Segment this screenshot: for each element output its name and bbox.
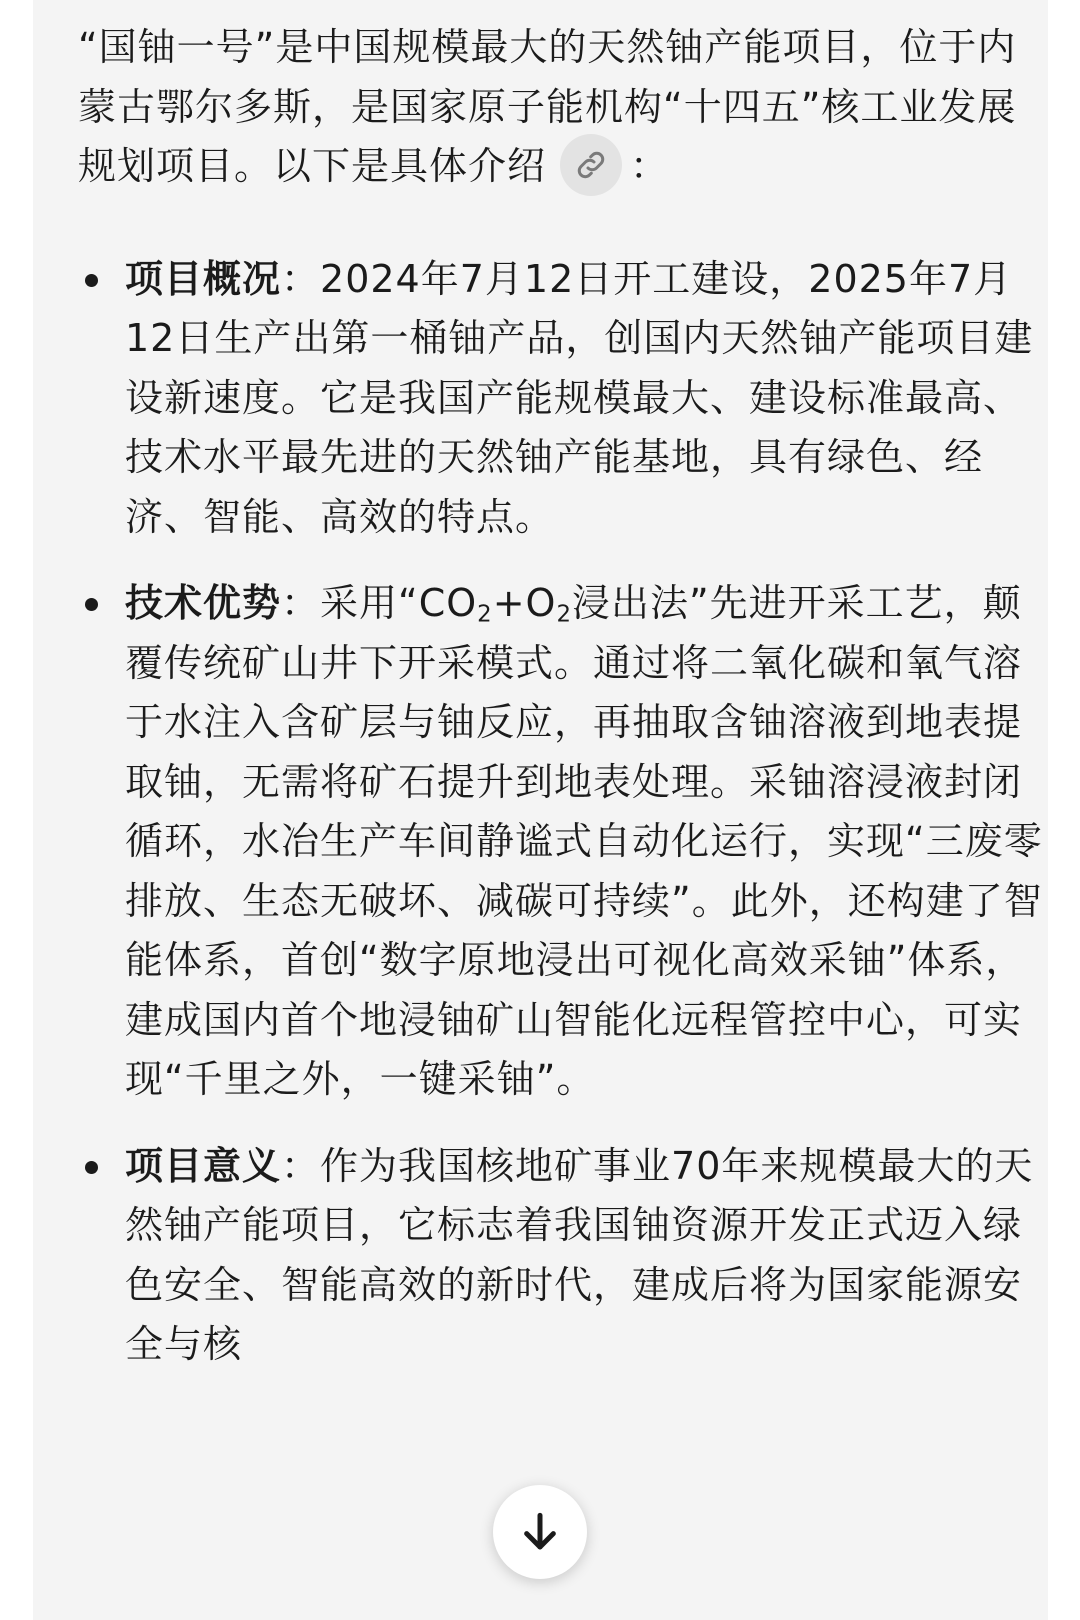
intro-tail: ： bbox=[630, 144, 670, 188]
list-item bbox=[78, 574, 1048, 1110]
intro-text: “国铀一号”是中国规模最大的天然铀产能项目，位于内蒙古鄂尔多斯，是国家原子能机构“十四五”核工业发展规划项目。以下是具体介绍 bbox=[78, 25, 1017, 188]
arrow-down-icon bbox=[520, 1510, 560, 1554]
intro-paragraph bbox=[78, 18, 1048, 200]
bullet-dot bbox=[85, 274, 98, 287]
link-icon[interactable] bbox=[560, 134, 622, 196]
subscript: 2 bbox=[556, 601, 572, 628]
point-body-mid: +O bbox=[492, 581, 557, 625]
list-item bbox=[78, 1137, 1048, 1375]
point-body-post: 浸出法”先进开采工艺，颠覆传统矿山井下开采模式。通过将二氧化碳和氧气溶于水注入含矿层与铀反应，再抽取含铀溶液到地表提取铀，无需将矿石提升到地表处理。采铀溶浸液封闭循环，水冶生产车间静谧式自动化运行，实现“三废零排放、生态无破坏、减碳可持续”。此外，还构建了智能体系，首创“数字原地浸出可视化高效采铀”体系，建成国内首个地浸铀矿山智能化远程管控中心，可实现“千里之外，一键采铀”。 bbox=[125, 581, 1043, 1101]
point-separator: ： bbox=[281, 256, 321, 301]
point-title: 项目意义 bbox=[125, 1143, 282, 1188]
bullet-dot bbox=[85, 1161, 98, 1174]
list-item bbox=[78, 250, 1048, 548]
bullet-dot bbox=[85, 598, 98, 611]
point-separator: ： bbox=[281, 581, 321, 625]
subscript: 2 bbox=[477, 601, 493, 628]
point-body: 2024年7月12日开工建设，2025年7月12日生产出第一桶铀产品，创国内天然铀产能项目建设新速度。它是我国产能规模最大、建设标准最高、技术水平最先进的天然铀产能基地，具有绿色、经济、智能、高效的特点。 bbox=[125, 256, 1034, 539]
response-content bbox=[78, 18, 1048, 1402]
bullet-list bbox=[78, 250, 1048, 1375]
chat-response-panel bbox=[33, 0, 1048, 1620]
point-body-pre: 采用“CO bbox=[320, 581, 478, 625]
point-title: 技术优势 bbox=[125, 581, 282, 625]
point-separator: ： bbox=[281, 1143, 321, 1188]
point-title: 项目概况 bbox=[125, 256, 282, 301]
scroll-to-bottom-button[interactable] bbox=[493, 1485, 587, 1579]
point-body: 作为我国核地矿事业70年来规模最大的天然铀产能项目，它标志着我国铀资源开发正式迈入绿色安全、智能高效的新时代，建成后将为国家能源安全与核 bbox=[125, 1143, 1034, 1366]
